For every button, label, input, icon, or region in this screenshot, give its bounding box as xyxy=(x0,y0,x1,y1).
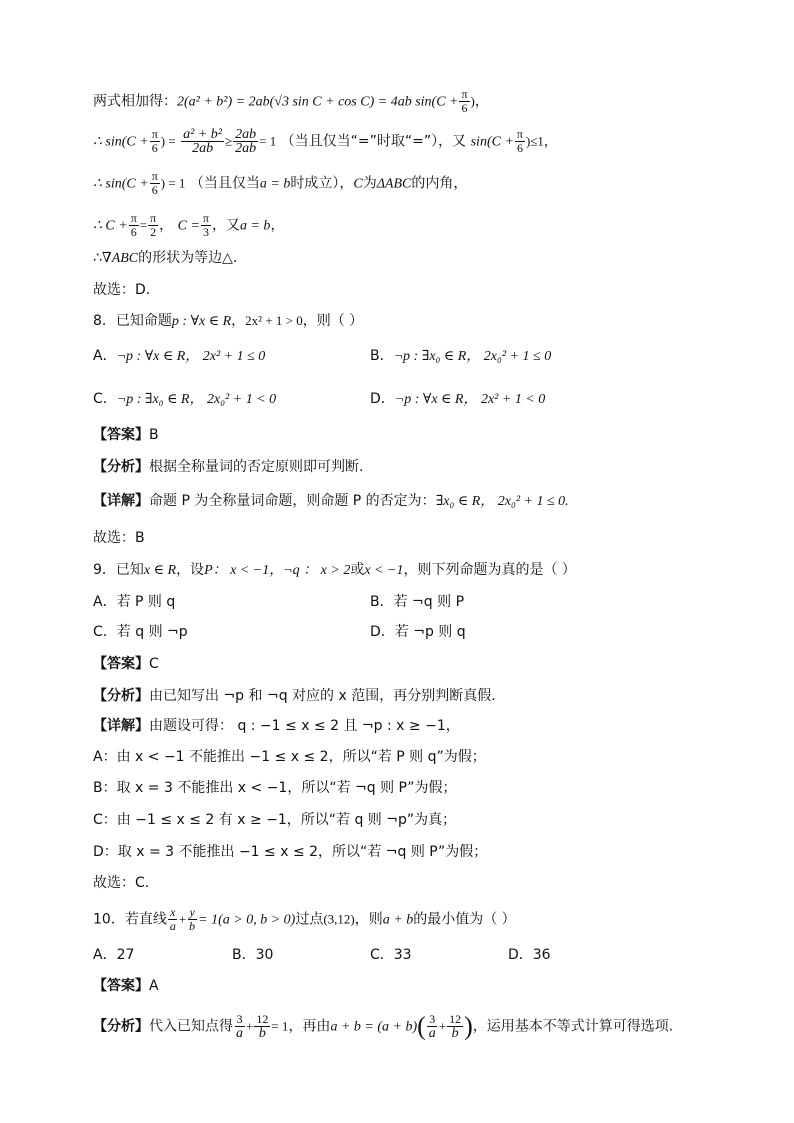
q9-option-d: D．若 ¬p 则 q xyxy=(370,624,466,640)
derivation-line-5: ∴∇ABC的形状为等边△. xyxy=(93,250,238,266)
question-9-stem: 9．已知x ∈ R，设P： x < −1，¬q ： x > 2或x < −1，则下列命题为真的是（ ） xyxy=(93,562,576,578)
q9-case-a: A：由 x < −1 不能推出 −1 ≤ x ≤ 2，所以“若 P 则 q”为假； xyxy=(93,749,486,765)
fraction: $\frac{y}{b}$ xyxy=(189,905,196,933)
fraction: $\frac{3}{a}$ xyxy=(236,1012,243,1041)
derivation-line-3: ∴ sin(C + $\frac{\pi}{6}$ ) = 1 （当且仅当a = b时成立），C为ΔABC的内角， xyxy=(93,169,468,197)
fraction: $\frac{12}{b}$ xyxy=(449,1012,462,1041)
fraction: $\frac{\pi}{6}$ xyxy=(151,127,158,155)
text: （当且仅当“=”时取“=”），又 xyxy=(280,133,467,150)
fraction: $\frac{\pi}{3}$ xyxy=(202,211,209,239)
q10-option-c: C．33 xyxy=(370,947,412,963)
fraction: $\frac{\pi}{6}$ xyxy=(516,127,523,155)
fraction: $\frac{2ab}{2ab}$ xyxy=(235,127,257,156)
fraction: $\frac{12}{b}$ xyxy=(256,1012,269,1041)
fraction: $\frac{\pi}{6}$ xyxy=(130,211,137,239)
q10-answer: 【答案】A xyxy=(93,978,159,994)
q9-option-a: A．若 P 则 q xyxy=(93,594,176,610)
q10-analysis: 【分析】代入已知点得 $\frac{3}{a}$ + $\frac{12}{b}$ = 1，再由a + b = (a + b)( $\frac{3}{a}$ + $\frac{12}{b}$ )，运用基本不等式计算可得选项. xyxy=(93,1011,674,1041)
q9-case-b: B：取 x = 3 不能推出 x < −1，所以“若 ¬q 则 P”为假； xyxy=(93,780,457,796)
derivation-line-2: ∴ sin(C + $\frac{\pi}{6}$ ) = $\frac{\text{a² + b²}}{2ab}$ ≥ $\frac{2ab}{2ab}$ = 1 （当且仅当“=”时取“=”），又 sin(C + $\frac{\pi}{6}$ )≤1， xyxy=(93,127,557,156)
q8-analysis: 【分析】根据全称量词的否定原则即可判断. xyxy=(93,459,364,475)
formula: 2(a² + b²) = 2ab(√3 sin C + cos C) = 4ab sin(C + xyxy=(177,94,459,110)
q9-analysis: 【分析】由已知写出 ¬p 和 ¬q 对应的 x 范围，再分别判断真假. xyxy=(93,688,496,704)
q8-option-a: A．¬p : ∀x ∈ R， 2x² + 1 ≤ 0 xyxy=(93,348,266,364)
fraction: $\frac{\pi}{6}$ xyxy=(151,169,158,197)
q9-option-c: C．若 q 则 ¬p xyxy=(93,624,188,640)
fraction: $\frac{3}{a}$ xyxy=(428,1012,436,1041)
q10-option-b: B．30 xyxy=(232,947,274,963)
fraction: $\frac{\text{a² + b²}}{2ab}$ xyxy=(183,127,222,156)
derivation-line-1: 两式相加得：2(a² + b²) = 2ab(√3 sin C + cos C) = 4ab sin(C + $\frac{\pi}{6}$ )， xyxy=(93,87,489,115)
q9-case-d: D：取 x = 3 不能推出 −1 ≤ x ≤ 2，所以“若 ¬q 则 P”为假； xyxy=(93,844,488,860)
q8-detail: 【详解】命题 P 为全称量词命题，则命题 P 的否定为：∃x₀ ∈ R， 2x₀² + 1 ≤ 0. xyxy=(93,493,569,509)
q9-option-b: B．若 ¬q 则 P xyxy=(370,594,465,610)
fraction: $\frac{\pi}{6}$ xyxy=(461,87,468,115)
formula: ∴ sin(C + xyxy=(93,134,149,150)
fraction: $\frac{x}{a}$ xyxy=(169,905,176,933)
q9-detail: 【详解】由题设可得： q : −1 ≤ x ≤ 2 且 ¬p : x ≥ −1， xyxy=(93,718,460,734)
q9-answer: 【答案】C xyxy=(93,656,159,672)
q8-option-b: B．¬p : ∃x₀ ∈ R， 2x₀² + 1 ≤ 0 xyxy=(370,348,552,364)
q9-case-c: C：由 −1 ≤ x ≤ 2 有 x ≥ −1，所以“若 q 则 ¬p”为真； xyxy=(93,812,457,828)
q9-choose: 故选：C. xyxy=(93,875,150,891)
choose-line: 故选：D. xyxy=(93,282,151,298)
q8-option-c: C．¬p : ∃x₀ ∈ R， 2x₀² + 1 < 0 xyxy=(93,391,277,407)
q10-option-a: A．27 xyxy=(93,947,135,963)
q8-option-d: D．¬p : ∀x ∈ R， 2x² + 1 < 0 xyxy=(370,391,546,407)
question-10-stem: 10．若直线 $\frac{x}{a}$ + $\frac{y}{b}$ = 1(a > 0, b > 0)过点(3,12)，则a + b的最小值为（ ） xyxy=(93,905,516,933)
text: 两式相加得： xyxy=(93,93,177,110)
question-8-stem: 8．已知命题p : ∀x ∈ R，2x² + 1 > 0，则（ ） xyxy=(93,313,364,329)
fraction: $\frac{\pi}{2}$ xyxy=(150,211,157,239)
q8-choose: 故选：B xyxy=(93,530,145,546)
q8-answer: 【答案】B xyxy=(93,427,159,443)
derivation-line-4: ∴ C + $\frac{\pi}{6}$ = $\frac{\pi}{2}$ ， C = $\frac{\pi}{3}$ ，又a = b， xyxy=(93,211,285,239)
q10-option-d: D．36 xyxy=(508,947,551,963)
